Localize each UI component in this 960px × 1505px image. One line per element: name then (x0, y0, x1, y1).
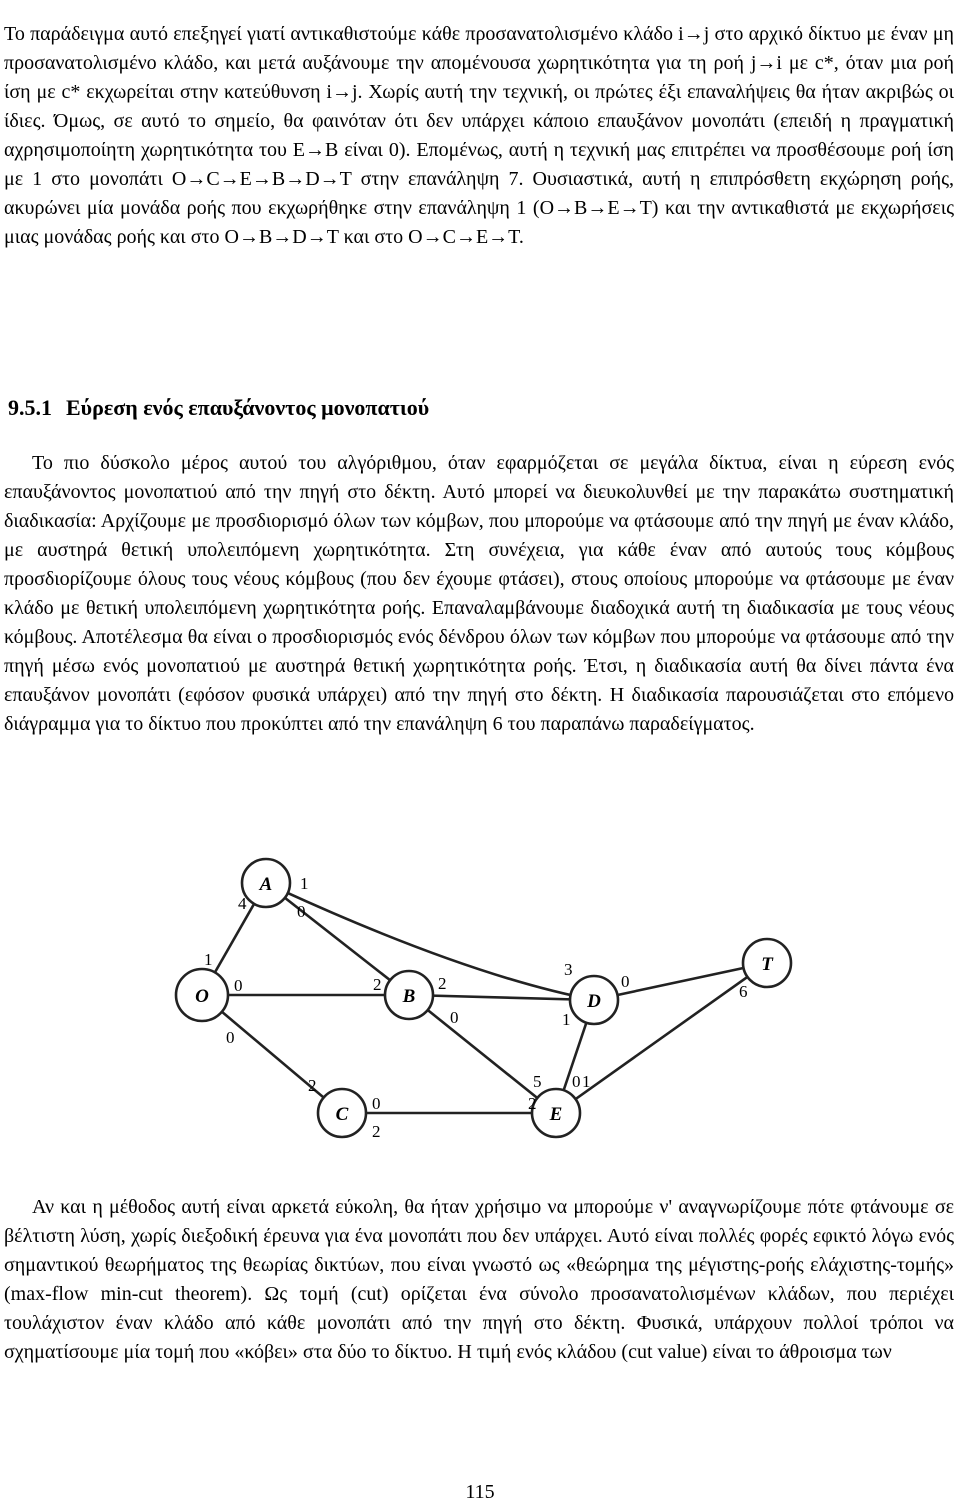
edge-label: 1 (582, 1072, 591, 1091)
edge-label: 0 (572, 1072, 581, 1091)
edge-label: 1 (562, 1010, 571, 1029)
edge-label: 2 (528, 1094, 537, 1113)
edge-label: 0 (226, 1028, 235, 1047)
paragraph-2: Το πιο δύσκολο μέρος αυτού του αλγόριθμου, όταν εφαρμόζεται σε μεγάλα δίκτυα, είναι η εύρεση ενός επαυξάνοντος μονοπατιού από την πηγή στο δέκτη. Αυτό μπορεί να διευκολυνθεί με την παρακάτω συστηματική διαδικασία: Αρχίζουμε με προσδιορισμό όλων των κόμβων, που μπορούμε να φτάσουμε από την πηγή με έναν κλάδο, με αυστηρά θετική υπολειπόμενη χωρητικότητα. Στη συνέχεια, για κάθε έναν από αυτούς τους κόμβους προσδιορίζουμε όλους τους νέους κόμβους (που δεν έχουμε φτάσει), στους οποίους μπορούμε να φτάσουμε με έναν κλάδο με θετική υπολειπόμενη χωρητικότητα ροής. Επαναλαμβάνουμε διαδοχικά αυτή τη διαδικασία με τους νέους κόμβους. Αποτέλεσμα θα είναι ο προσδιορισμός ενός δένδρου όλων των κόμβων που μπορούμε να φτάσουμε από την πηγή μέσω ενός μονοπατιού με αυστηρά θετική χωρητικότητα ροής. Έτσι, η διαδικασία αυτή θα δίνει πάντα ένα επαυξάνον μονοπάτι (εφόσον φυσικά υπάρχει) από την πηγή στο δέκτη. Η διαδικασία παρουσιάζεται στο επόμενο διάγραμμα για το δίκτυο που προκύπτει από την επανάληψη 6 του παραπάνω παραδείγματος. (4, 452, 954, 735)
edge-B-D (409, 995, 594, 1000)
edge-label: 4 (238, 894, 247, 913)
svg-text:B: B (402, 986, 416, 1007)
edge-label: 2 (438, 974, 447, 993)
node-C (318, 1089, 366, 1137)
edge-label: 5 (533, 1072, 542, 1091)
node-T (743, 939, 791, 987)
edge-label: 2 (372, 1122, 381, 1141)
section-heading (8, 395, 429, 421)
edge-label: 0 (234, 976, 243, 995)
edge-label: 0 (621, 972, 630, 991)
paragraph-1: Το παράδειγμα αυτό επεξηγεί γιατί αντικαθιστούμε κάθε προσανατολισμένο κλάδο i→j στο αρχικό δίκτυο με έναν μη προσανατολισμένο κλάδο, και μετά αυξάνουμε την απομένουσα χωρητικότητα για τη ροή j→i με c*, όταν μια ροή ίση με c* εκχωρείται στην κατεύθυνση i→j. Χωρίς αυτή την τεχνική, οι πρώτες έξι επαναλήψεις θα ήταν ακριβώς οι ίδιες. Όμως, σε αυτό το σημείο, θα φαινόταν ότι δεν υπάρχει κάποιο επαυξάνον μονοπάτι (επειδή η πραγματική αχρησιμοποίητη χωρητικότητα του E→B είναι 0). Επομένως, αυτή η τεχνική μας επιτρέπει να προσθέσουμε ροή ίση με 1 στο μονοπάτι O→C→E→B→D→T στην επανάληψη 7. Ουσιαστικά, αυτή η επιπρόσθετη εκχώρηση ροής, ακυρώνει μία μονάδα ροής που εκχωρήθηκε στην επανάληψη 1 (O→B→E→T) και την αντικαθιστά με εκχωρήσεις μιας μονάδας ροής και στο O→B→D→T και στο O→C→E→T. (4, 23, 954, 248)
edge-label: 1 (300, 874, 309, 893)
svg-text:T: T (761, 954, 773, 975)
edge-label: 0 (297, 902, 306, 921)
svg-text:O: O (195, 986, 209, 1007)
edge-label: 0 (372, 1094, 381, 1113)
edge-label: 2 (308, 1076, 317, 1095)
edge-label: 2 (373, 975, 382, 994)
svg-text:E: E (549, 1104, 563, 1125)
edge-label: 0 (450, 1008, 459, 1027)
paragraph-3: Αν και η μέθοδος αυτή είναι αρκετά εύκολη, θα ήταν χρήσιμο να μπορούμε ν' αναγνωρίζουμε πότε φτάνουμε σε βέλτιστη λύση, χωρίς διεξοδική έρευνα για ένα μονοπάτι που δεν υπάρχει. Αυτό είναι πολλές φορές εφικτό λόγω ενός σημαντικού θεωρήματος της θεωρίας δικτύων, που είναι γνωστό ως «θεώρημα της μέγιστης-ροής ελάχιστης-τομής» (max-flow min-cut theorem). Ως τομή (cut) ορίζεται ένα σύνολο προσανατολισμένων κλάδων, που περιέχει τουλάχιστον έναν κλάδο από κάθε μονοπάτι από την πηγή στο δέκτη. Φυσικά, υπάρχουν πολλοί τρόποι να σχηματίσουμε μία τομή που «κόβει» στα δύο το δίκτυο. Η τιμή ενός κλάδου (cut value) είναι το άθροισμα των (4, 1196, 954, 1363)
page-number: 115 (465, 1481, 495, 1503)
edge-label: 1 (204, 950, 213, 969)
svg-text:A: A (259, 874, 273, 895)
edge-O-C (202, 995, 342, 1113)
node-D (570, 976, 618, 1024)
node-B (385, 971, 433, 1019)
edge-A-B (266, 883, 409, 995)
node-E (532, 1089, 580, 1137)
node-A (242, 859, 290, 907)
network-diagram (174, 855, 814, 1155)
edge-label: 6 (739, 982, 748, 1001)
section-title: Εύρεση ενός επαυξάνοντος μονοπατιού (66, 395, 430, 420)
svg-text:D: D (587, 991, 601, 1012)
section-number: 9.5.1 (8, 395, 52, 420)
node-O (176, 969, 228, 1021)
svg-text:C: C (335, 1104, 349, 1125)
edge-label: 3 (564, 960, 573, 979)
